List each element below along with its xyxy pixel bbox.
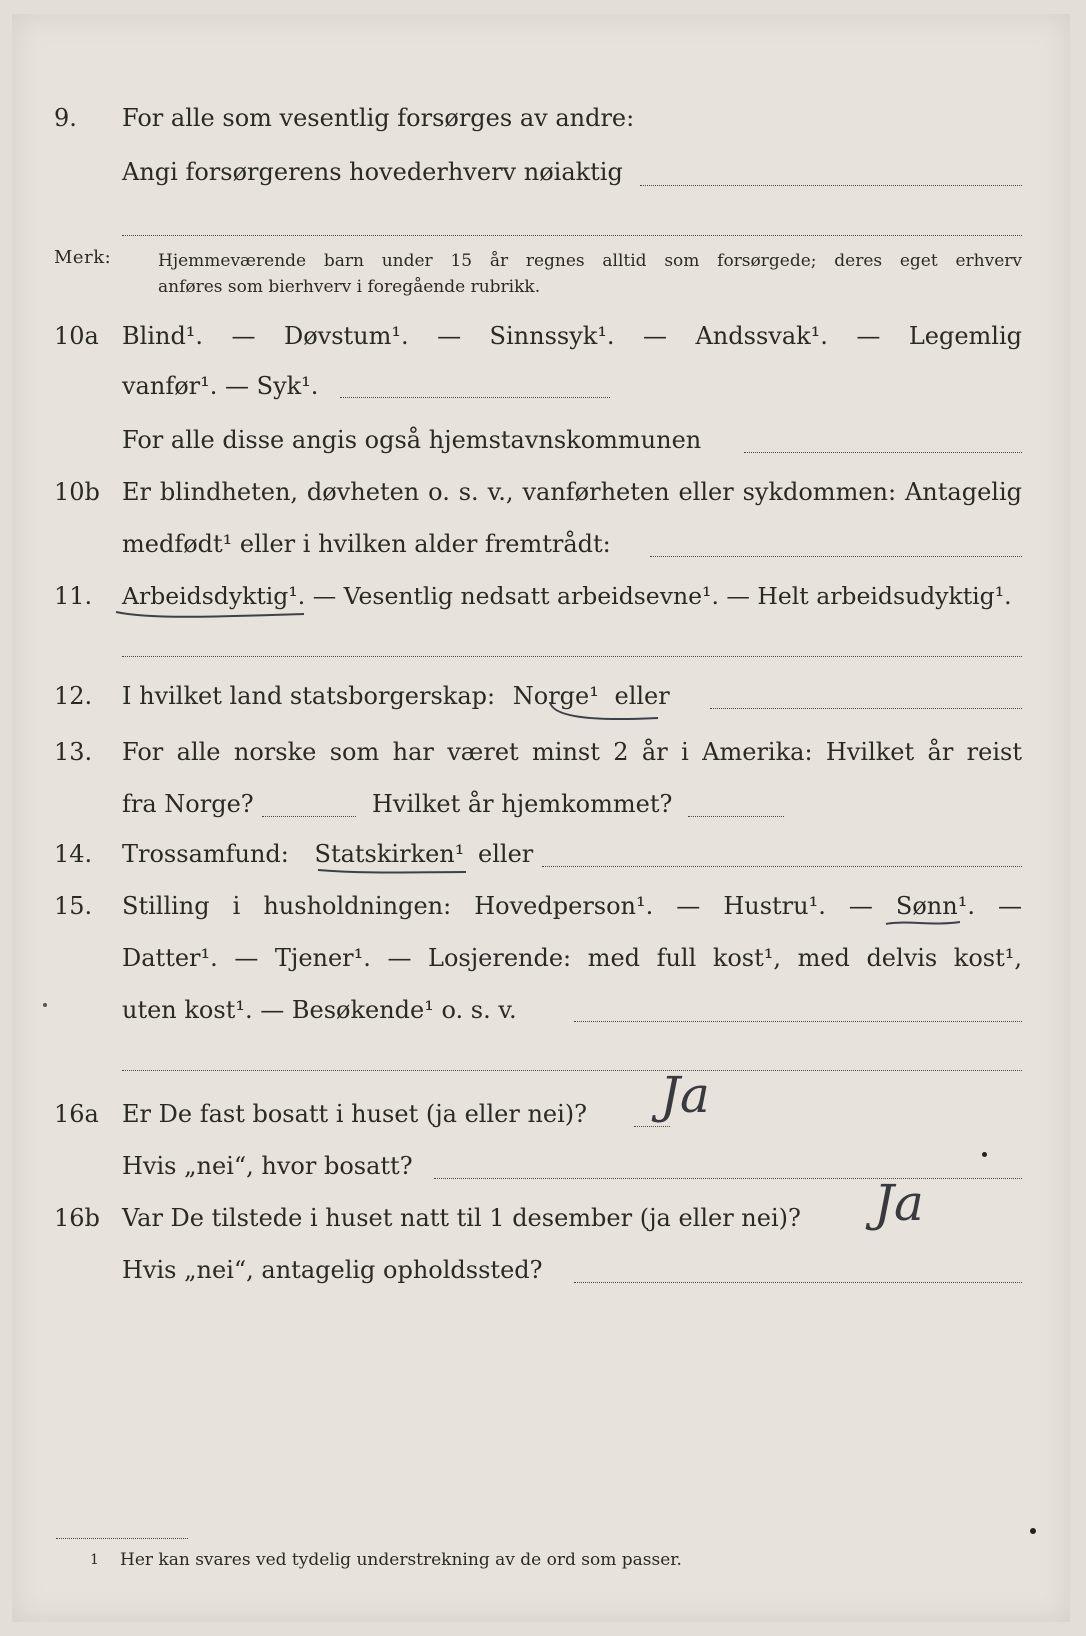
q14-answer-line[interactable] <box>542 866 1022 867</box>
q9-number: 9. <box>54 104 77 132</box>
q10a-number: 10a <box>54 322 99 350</box>
footnote-text: Her kan svares ved tydelig understrekning av de ord som passer. <box>120 1550 682 1570</box>
q11-number: 11. <box>54 582 93 610</box>
q13-year-returned-line[interactable] <box>688 816 784 817</box>
q16a-text-2: Hvis „nei“, hvor bosatt? <box>122 1152 413 1180</box>
footnote-separator <box>56 1538 188 1539</box>
q14-text <box>122 840 533 868</box>
q16b-number: 16b <box>54 1204 100 1232</box>
q14-prefix: Trossamfund: <box>122 840 289 868</box>
q10b-answer-line[interactable] <box>650 556 1022 557</box>
q12-option-norge[interactable]: Norge¹ <box>512 682 599 710</box>
q10b-text: Er blindheten, døvheten o. s. v., vanførheten eller sykdommen: Antagelig <box>122 478 1022 506</box>
q15-handwritten-underline <box>884 918 964 932</box>
q12-suffix: eller <box>614 682 670 710</box>
q11-answer-line[interactable] <box>122 656 1022 657</box>
footnote-number: 1 <box>90 1552 99 1568</box>
q9-text-2: Angi forsørgerens hovederhverv nøiaktig <box>122 158 623 186</box>
note-line-1: Hjemmeværende barn under 15 år regnes alltid som forsørgede; deres eget erhverv <box>158 251 1022 271</box>
q16a-text: Er De fast bosatt i huset (ja eller nei)? <box>122 1100 588 1128</box>
q12-number: 12. <box>54 682 93 710</box>
q14-number: 14. <box>54 840 93 868</box>
q14-option-statskirken[interactable]: Statskirken¹ <box>314 840 465 868</box>
q14-suffix: eller <box>478 840 534 868</box>
q10a-text: Blind¹. — Døvstum¹. — Sinnssyk¹. — Andssvak¹. — Legemlig <box>122 322 1022 350</box>
q10b-text-2: medfødt¹ eller i hvilken alder fremtrådt: <box>122 530 611 558</box>
q15-text: Stilling i husholdningen: Hovedperson¹. — Hustru¹. — Sønn¹. — <box>122 892 1022 920</box>
q14-handwritten-underline <box>316 866 476 880</box>
q13-number: 13. <box>54 738 93 766</box>
q16a-answer-line[interactable] <box>634 1126 670 1127</box>
q10a-text-3: For alle disse angis også hjemstavnskommunen <box>122 426 702 454</box>
margin-dot-2 <box>982 1152 987 1157</box>
q9-answer-line[interactable] <box>640 185 1022 186</box>
stray-mark <box>43 1003 47 1007</box>
note-label: Merk: <box>54 247 112 268</box>
q9-answer-line-2[interactable] <box>122 235 1022 236</box>
q15-answer-line[interactable] <box>574 1021 1022 1022</box>
note-line-2: anføres som bierhverv i foregående rubrikk. <box>158 277 541 297</box>
q16b-place-line[interactable] <box>574 1282 1022 1283</box>
q16a-number: 16a <box>54 1100 99 1128</box>
note-text <box>158 248 1022 300</box>
q16b-handwritten-answer[interactable]: Ja <box>874 1174 924 1232</box>
q12-prefix: I hvilket land statsborgerskap: <box>122 682 496 710</box>
q10a-text-2: vanfør¹. — Syk¹. <box>122 372 319 400</box>
q12-handwritten-underline <box>548 700 668 726</box>
q10a-hometown-line[interactable] <box>744 452 1022 453</box>
q16b-text-2: Hvis „nei“, antagelig opholdssted? <box>122 1256 543 1284</box>
q15-answer-line-2[interactable] <box>122 1070 1022 1071</box>
q15-text-3: uten kost¹. — Besøkende¹ o. s. v. <box>122 996 517 1024</box>
q11-text: Arbeidsdyktig¹. — Vesentlig nedsatt arbeidsevne¹. — Helt arbeidsudyktig¹. <box>122 582 1012 610</box>
q16a-handwritten-answer[interactable]: Ja <box>660 1066 710 1124</box>
q13-part-b: Hvilket år hjemkommet? <box>372 790 673 818</box>
q16a-where-line[interactable] <box>434 1178 1022 1179</box>
q10b-number: 10b <box>54 478 100 506</box>
q9-text: For alle som vesentlig forsørges av andre: <box>122 104 635 132</box>
q12-answer-line[interactable] <box>710 708 1022 709</box>
q15-text-2: Datter¹. — Tjener¹. — Losjerende: med full kost¹, med delvis kost¹, <box>122 944 1022 972</box>
margin-dot <box>1030 1528 1036 1534</box>
q11-handwritten-underline <box>114 606 314 626</box>
q13-text: For alle norske som har været minst 2 år i Amerika: Hvilket år reist <box>122 738 1022 766</box>
q13-year-left-line[interactable] <box>262 816 356 817</box>
q16b-text: Var De tilstede i huset natt til 1 desember (ja eller nei)? <box>122 1204 801 1232</box>
q13-part-a: fra Norge? <box>122 790 254 818</box>
q10a-answer-line[interactable] <box>340 397 610 398</box>
q15-number: 15. <box>54 892 93 920</box>
